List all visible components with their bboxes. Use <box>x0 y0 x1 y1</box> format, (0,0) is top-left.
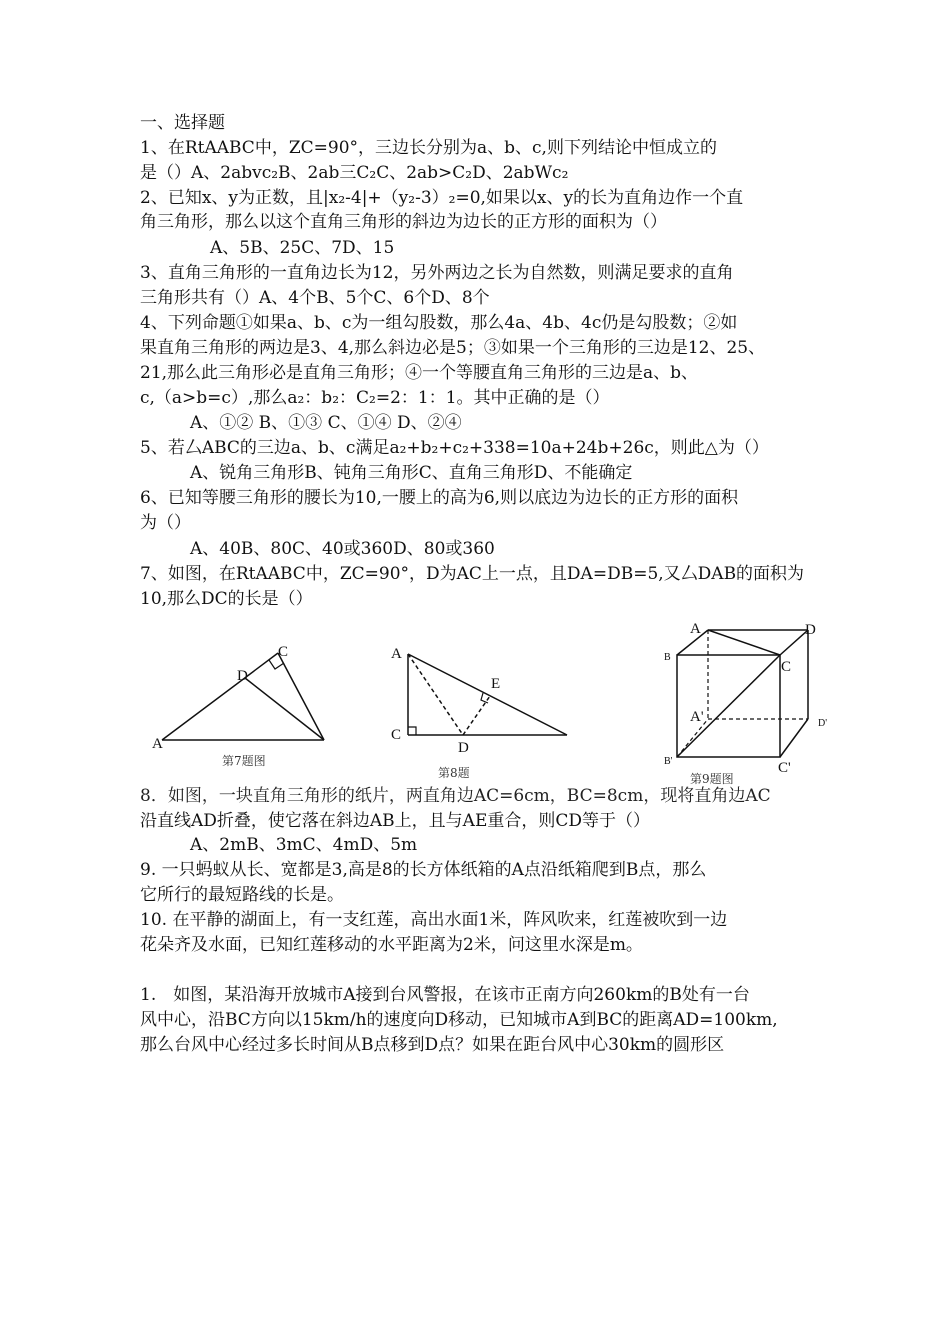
figure-7-segment-db <box>245 678 324 740</box>
figure-7-label-d: D <box>237 668 248 684</box>
figure-8-edge-ab <box>408 654 567 735</box>
question-7-line-2: 10,那么DC的长是（） <box>140 589 313 609</box>
question-1-line-2: 是（）A、2abvc₂B、2ab三C₂C、2ab>C₂D、2abWc₂ <box>140 163 569 183</box>
figure-8-caption: 第8题 <box>438 766 470 780</box>
figure-7-edge-cb <box>278 653 324 740</box>
figure-9-label-a: A <box>690 621 701 637</box>
figure-8-label-e: E <box>491 676 501 692</box>
question-10-line-2: 花朵齐及水面，已知红莲移动的水平距离为2米，问这里水深是m。 <box>140 935 643 955</box>
figure-8-fold-ad <box>408 654 463 735</box>
figure-9-space-diagonal <box>677 655 780 757</box>
problem-1-line-3: 那么台风中心经过多长时间从B点移到D点？如果在距台风中心30km的圆形区 <box>140 1035 725 1055</box>
question-4-options: A、①② B、①③ C、①④ D、②④ <box>190 413 462 433</box>
question-4-line-1: 4、下列命题①如果a、b、c为一组勾股数，那么4a、4b、4c仍是勾股数；②如 <box>140 313 738 333</box>
question-3-line-1: 3、直角三角形的一直角边长为12，另外两边之长为自然数，则满足要求的直角 <box>140 263 734 283</box>
question-9-line-2: 它所行的最短路线的长是。 <box>140 885 344 905</box>
figure-7-edge-ac <box>162 653 278 740</box>
figure-7-label-a: A <box>152 736 163 752</box>
question-4-line-4: c,（a>b=c）,那么a₂：b₂：C₂=2：1：1。其中正确的是（） <box>140 388 610 408</box>
question-9-line-1: 9. 一只蚂蚁从长、宽都是3,高是8的长方体纸箱的A点沿纸箱爬到B点，那么 <box>140 860 707 880</box>
figure-9-edge-3 <box>780 630 808 655</box>
figure-7-label-c: C <box>278 644 289 660</box>
question-5-options: A、锐角三角形B、钝角三角形C、直角三角形D、不能确定 <box>190 463 633 483</box>
figure-9-label-b-prime: B' <box>664 756 673 767</box>
question-3-line-2: 三角形共有（）A、4个B、5个C、6个D、8个 <box>140 288 490 308</box>
figure-9-label-c: C <box>781 659 792 675</box>
figure-8-label-d: D <box>458 740 469 756</box>
question-8-line-1: 8．如图，一块直角三角形的纸片，两直角边AC=6cm，BC=8cm，现将直角边AC <box>140 786 771 806</box>
figure-9-label-a-prime: A' <box>690 709 704 725</box>
figure-9-diagonal-ac <box>708 630 780 655</box>
question-4-line-3: 21,那么此三角形必是直角三角形；④一个等腰直角三角形的三边是a、b、 <box>140 363 699 383</box>
question-7-line-1: 7、如图，在RtAABC中，ZC=90°，D为AC上一点，且DA=DB=5,又厶DAB的面积为 <box>140 564 805 584</box>
question-1-line-1: 1、在RtAABC中，ZC=90°，三边长分别为a、b、c,则下列结论中恒成立的 <box>140 138 717 158</box>
section-title: 一、选择题 <box>140 113 225 133</box>
figure-8 <box>385 640 575 775</box>
question-4-line-2: 果直角三角形的两边是3、4,那么斜边必是5；③如果一个三角形的三边是12、25、 <box>140 338 766 358</box>
question-6-options: A、40B、80C、40或360D、80或360 <box>190 539 495 559</box>
figure-9 <box>660 618 835 788</box>
question-2-line-2: 角三角形，那么以这个直角三角形的斜边为边长的正方形的面积为（） <box>140 212 667 232</box>
figure-9-label-d-prime: D' <box>818 718 828 729</box>
problem-1-line-2: 风中心，沿BC方向以15km/h的速度向D移动，已知城市A到BC的距离AD=100km, <box>140 1010 778 1030</box>
question-6-line-1: 6、已知等腰三角形的腰长为10,一腰上的高为6,则以底边为边长的正方形的面积 <box>140 488 739 508</box>
question-2-options: A、5B、25C、7D、15 <box>210 238 395 258</box>
question-5-line-1: 5、若厶ABC的三边a、b、c满足a₂+b₂+c₂+338=10a+24b+26c，则此△为（） <box>140 438 769 458</box>
question-8-line-2: 沿直线AD折叠，使它落在斜边AB上，且与AE重合，则CD等于（） <box>140 811 650 831</box>
figure-9-label-b: B <box>664 652 671 663</box>
figure-9-caption: 第9题图 <box>690 772 734 786</box>
figure-8-right-angle-c <box>408 727 416 735</box>
figure-8-label-c: C <box>391 727 402 743</box>
figure-9-label-d: D <box>805 622 816 638</box>
question-8-options: A、2mB、3mC、4mD、5m <box>190 835 418 855</box>
problem-1-line-1: 1. 如图，某沿海开放城市A接到台风警报，在该市正南方向260km的B处有一台 <box>140 985 750 1005</box>
figure-9-edge-5 <box>780 719 808 757</box>
figure-7-caption: 第7题图 <box>222 754 266 768</box>
question-2-line-1: 2、已知x、y为正数，且|x₂-4|+（y₂-3）₂=0,如果以x、y的长为直角边作一个直 <box>140 188 744 208</box>
figure-9-label-c-prime: C' <box>778 760 791 776</box>
question-10-line-1: 10. 在平静的湖面上，有一支红莲，高出水面1米，阵风吹来，红莲被吹到一边 <box>140 910 728 930</box>
figure-8-label-a: A <box>391 646 402 662</box>
question-6-line-2: 为（） <box>140 513 191 533</box>
